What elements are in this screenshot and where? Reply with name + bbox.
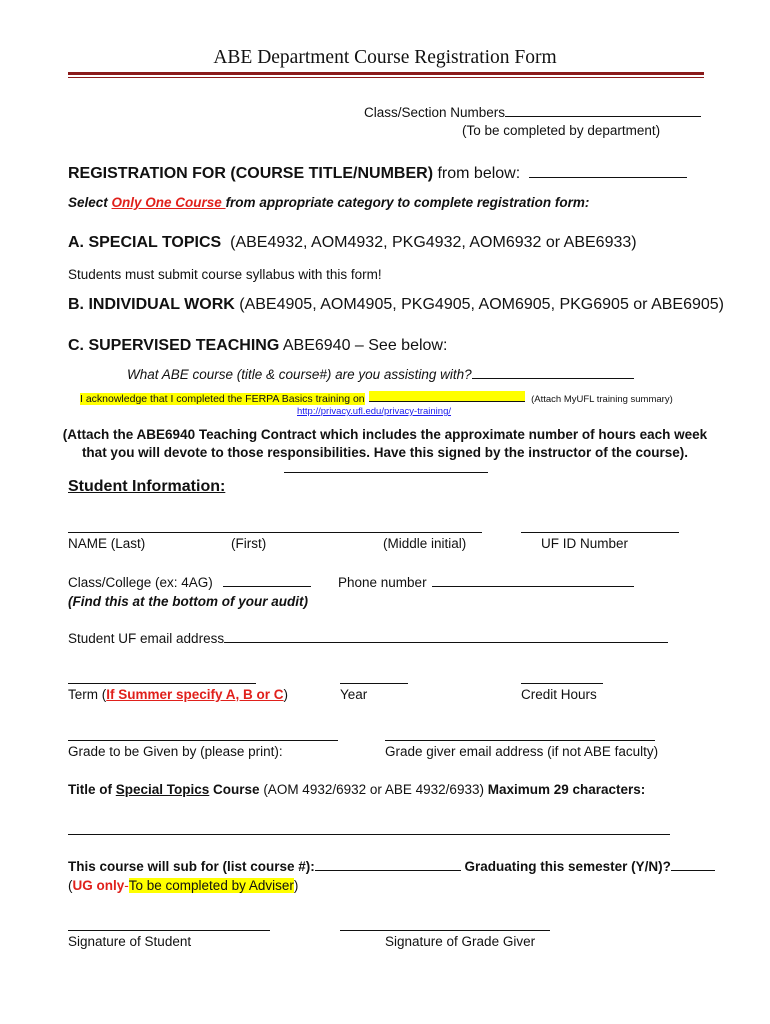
audit-note: (Find this at the bottom of your audit)	[68, 594, 308, 609]
graduating-label: Graduating this semester (Y/N)?	[460, 859, 671, 874]
phone-field[interactable]	[432, 574, 634, 587]
section-a-courses: (ABE4932, AOM4932, PKG4932, AOM6932 or ABE6933)	[230, 234, 637, 251]
attach-line-1: (Attach the ABE6940 Teaching Contract which includes the approximate number of hours each week	[62, 427, 708, 442]
sub-course-field[interactable]	[315, 858, 461, 871]
year-label: Year	[340, 687, 368, 702]
ferpa-link[interactable]: http://privacy.ufl.edu/privacy-training/	[297, 406, 452, 417]
title-rule-thin	[68, 77, 704, 78]
class-college-label: Class/College (ex: 4AG)	[68, 575, 213, 590]
class-college-field[interactable]	[223, 574, 311, 587]
phone-row	[338, 574, 634, 590]
grade-by-line[interactable]	[68, 740, 338, 741]
title-codes: (AOM 4932/6932 or ABE 4932/6933)	[259, 782, 488, 797]
section-b-courses: (ABE4905, AOM4905, PKG4905, AOM6905, PKG6905 or ABE6905)	[234, 296, 725, 313]
name-line[interactable]	[68, 532, 482, 533]
term-suffix: )	[283, 687, 289, 702]
name-last-label: NAME (Last)	[68, 536, 146, 551]
title-max: Maximum 29 characters:	[487, 782, 646, 797]
grade-email-line[interactable]	[385, 740, 655, 741]
title-course: Course	[209, 782, 260, 797]
term-label	[68, 687, 288, 702]
select-instruction	[68, 195, 589, 210]
ug-open: (	[68, 878, 73, 893]
term-prefix: Term (	[68, 687, 107, 702]
grade-giver-signature-label: Signature of Grade Giver	[385, 934, 536, 949]
name-first-label: (First)	[231, 536, 267, 551]
registration-field[interactable]	[529, 165, 687, 178]
title-rule-thick	[68, 72, 704, 75]
title-emphasis: Special Topics	[115, 782, 210, 797]
select-prefix: Select	[68, 195, 112, 210]
assisting-question: What ABE course (title & course#) are you assisting with?	[127, 367, 472, 382]
ferpa-row	[80, 389, 673, 407]
sub-course-label: This course will sub for (list course #):	[68, 859, 315, 874]
assisting-field[interactable]	[472, 366, 634, 379]
section-b-heading: B. INDIVIDUAL WORK	[68, 296, 235, 313]
term-line[interactable]	[68, 683, 256, 684]
ufid-line[interactable]	[521, 532, 679, 533]
attach-line-2: that you will devote to those responsibilities. Have this signed by the instructor of the course).	[81, 445, 689, 460]
ug-close: )	[293, 878, 299, 893]
class-college-row	[68, 574, 311, 590]
ug-adviser: To be completed by Adviser	[128, 878, 294, 893]
term-emphasis: If Summer specify A, B or C	[106, 687, 284, 702]
section-c-courses: ABE6940 – See below:	[279, 337, 448, 354]
title-special-topics-row	[68, 782, 645, 797]
ferpa-date-field[interactable]	[369, 391, 525, 402]
email-field[interactable]	[224, 630, 668, 643]
registration-row	[68, 165, 687, 183]
section-b-row	[68, 296, 724, 314]
student-signature-line[interactable]	[68, 930, 270, 931]
grade-email-label: Grade giver email address (if not ABE faculty)	[385, 744, 659, 759]
credit-hours-label: Credit Hours	[521, 687, 597, 702]
ug-row	[68, 878, 298, 893]
credit-hours-line[interactable]	[521, 683, 603, 684]
section-c-heading: C. SUPERVISED TEACHING	[68, 337, 280, 354]
phone-label: Phone number	[338, 575, 427, 590]
special-topics-title-line[interactable]	[68, 834, 670, 835]
registration-suffix: from below:	[433, 165, 521, 182]
class-section-row	[364, 104, 701, 120]
graduating-field[interactable]	[671, 858, 715, 871]
class-section-note: (To be completed by department)	[462, 123, 661, 138]
grade-giver-signature-line[interactable]	[340, 930, 550, 931]
name-middle-label: (Middle initial)	[383, 536, 467, 551]
student-signature-label: Signature of Student	[68, 934, 192, 949]
class-section-field[interactable]	[505, 104, 701, 117]
ufid-label: UF ID Number	[541, 536, 629, 551]
page-title: ABE Department Course Registration Form	[213, 47, 557, 68]
grade-by-label: Grade to be Given by (please print):	[68, 744, 283, 759]
title-prefix: Title of	[68, 782, 116, 797]
select-suffix: from appropriate category to complete registration form:	[225, 195, 590, 210]
student-info-heading: Student Information:	[68, 478, 226, 495]
registration-label: REGISTRATION FOR (COURSE TITLE/NUMBER)	[68, 165, 434, 182]
section-a-row	[68, 234, 637, 252]
instructor-signature-line[interactable]	[284, 472, 488, 473]
ferpa-note: (Attach MyUFL training summary)	[531, 394, 673, 405]
section-a-note: Students must submit course syllabus with this form!	[68, 267, 382, 282]
select-emphasis: Only One Course	[111, 195, 226, 210]
section-c-row	[68, 337, 447, 355]
email-row	[68, 630, 668, 646]
ug-only: UG only	[72, 878, 125, 893]
ferpa-statement: I acknowledge that I completed the FERPA Basics training on	[80, 393, 365, 405]
sub-course-row	[68, 858, 715, 874]
section-a-heading: A. SPECIAL TOPICS	[68, 234, 222, 251]
class-section-label: Class/Section Numbers	[364, 105, 506, 120]
assisting-row	[127, 366, 634, 382]
year-line[interactable]	[340, 683, 408, 684]
ug-dash: -	[124, 878, 129, 893]
email-label: Student UF email address	[68, 631, 225, 646]
